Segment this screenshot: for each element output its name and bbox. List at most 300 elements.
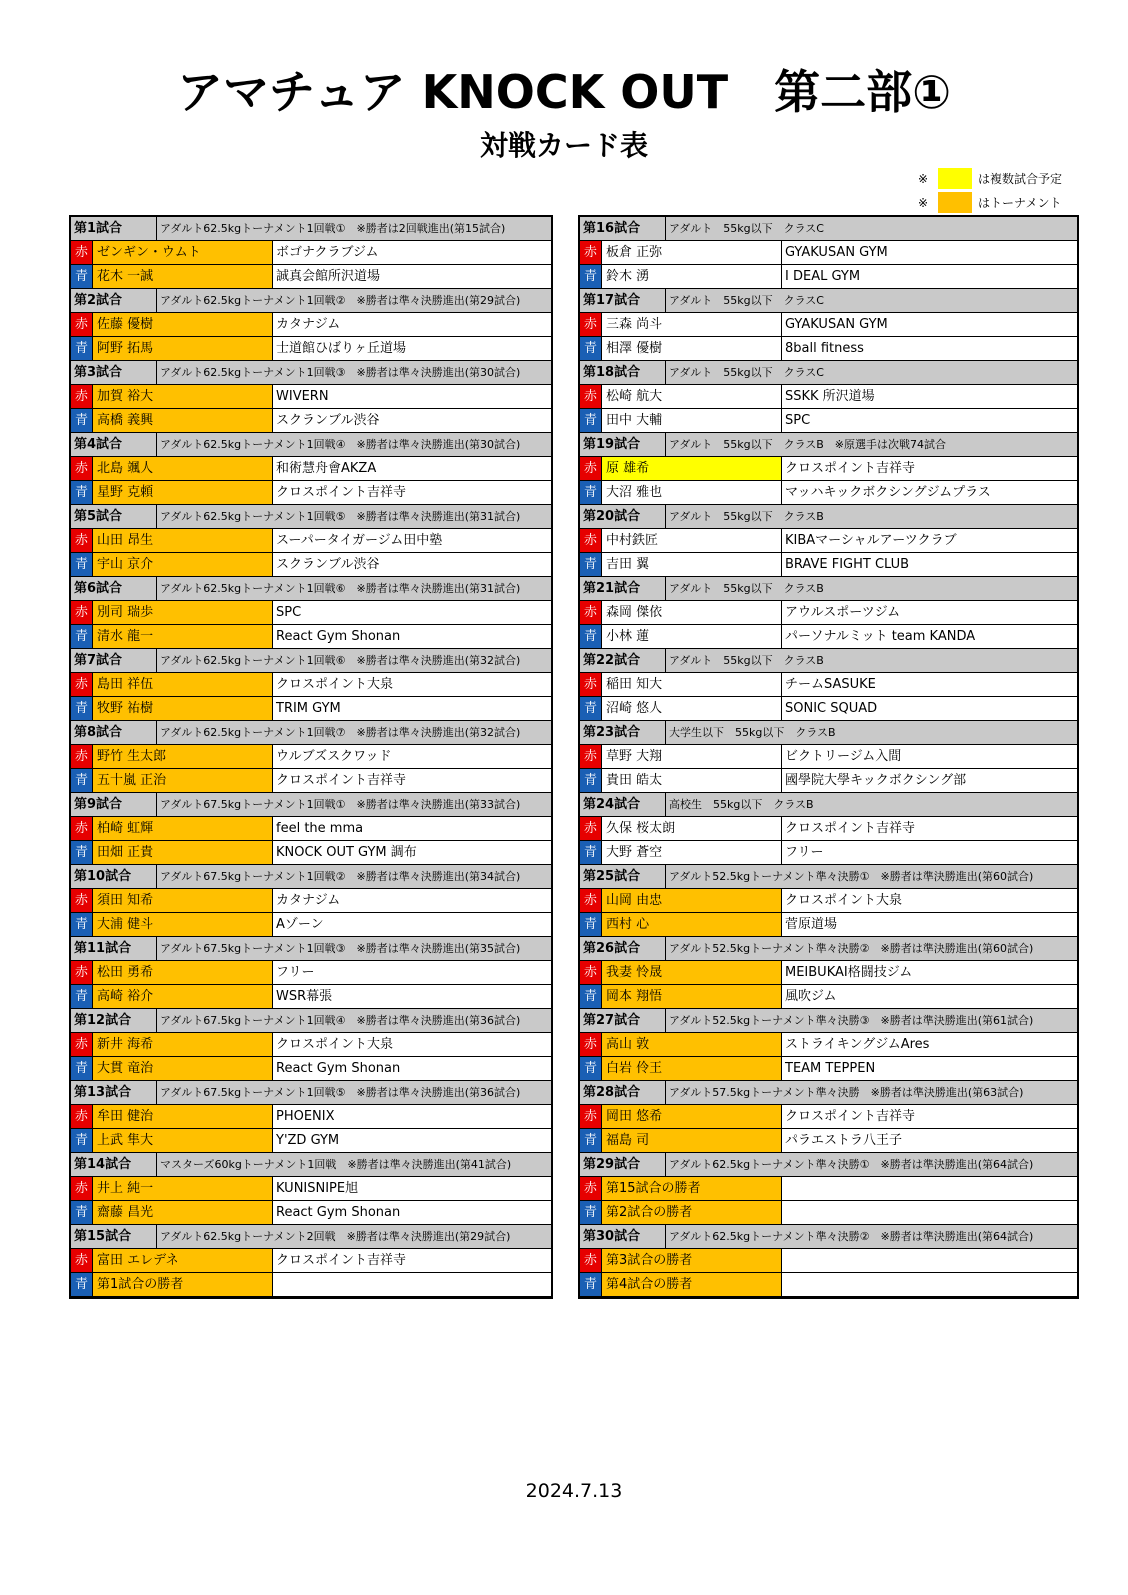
match-header [580,505,1077,529]
fighter-row-red [580,745,1077,769]
fighter-name: 松田 勇希 [93,961,273,984]
match-header [71,865,551,889]
corner-blue: 青 [580,265,602,288]
match-block [580,1225,1077,1297]
match-header [71,505,551,529]
fighter-gym: カタナジム [276,317,341,332]
event-date: 2024.7.13 [525,1480,623,1502]
match-number: 第5試合 [71,505,157,528]
fighter-row-red [580,889,1077,913]
fighter-gym: アウルスポーツジム [785,605,901,620]
legend-mark: ※ [918,171,929,186]
fighter-row-blue [580,481,1077,505]
match-number: 第7試合 [71,649,157,672]
match-category: アダルト67.5kgトーナメント1回戦② ※勝者は準々決勝進出(第34試合) [160,870,521,883]
legend-text: はトーナメント [978,196,1062,210]
match-category: アダルト 55kg以下 クラスB [669,582,824,595]
match-block [71,793,551,865]
fighter-gym: スーパータイガージム田中塾 [276,533,443,548]
match-number: 第16試合 [580,217,666,240]
fighter-name: 井上 純一 [93,1177,273,1200]
fighter-row-red [580,961,1077,985]
fighter-row-red [580,601,1077,625]
match-block [71,289,551,361]
match-header [71,1225,551,1249]
match-header [580,1153,1077,1177]
match-header [580,649,1077,673]
fighter-row-red [71,1249,551,1273]
match-header [71,217,551,241]
fighter-name: 森岡 傑依 [602,601,782,624]
fighter-name: 松崎 航大 [602,385,782,408]
fighter-row-red [71,529,551,553]
match-header [71,793,551,817]
corner-blue: 青 [71,265,93,288]
fighter-row-blue [580,337,1077,361]
page-title: アマチュア KNOCK OUT 第二部① [176,65,952,119]
corner-blue: 青 [580,913,602,936]
match-header [580,433,1077,457]
fighter-gym: 誠真会館所沢道場 [276,269,381,284]
corner-red: 赤 [580,457,602,480]
match-block [580,937,1077,1009]
fighter-gym: クロスポイント吉祥寺 [276,773,407,788]
match-number: 第12試合 [71,1009,157,1032]
fighter-row-blue [580,769,1077,793]
fighter-name: 星野 克頼 [93,481,273,504]
corner-blue: 青 [580,769,602,792]
match-number: 第17試合 [580,289,666,312]
match-category: アダルト62.5kgトーナメント1回戦② ※勝者は準々決勝進出(第29試合) [160,294,521,307]
fighter-gym: 士道館ひばりヶ丘道場 [276,341,407,356]
match-header [580,937,1077,961]
corner-red: 赤 [580,673,602,696]
fighter-row-red [71,889,551,913]
fighter-name: 小林 蓮 [602,625,782,648]
match-header [71,937,551,961]
match-header [580,1009,1077,1033]
legend-swatch-orange [938,192,972,213]
corner-blue: 青 [580,1057,602,1080]
fighter-row-red [71,385,551,409]
fighter-name: 第1試合の勝者 [93,1273,273,1296]
match-category: アダルト62.5kgトーナメント1回戦⑦ ※勝者は準々決勝進出(第32試合) [160,726,521,739]
fighter-name: 大浦 健斗 [93,913,273,936]
fighter-gym: クロスポイント吉祥寺 [785,1109,916,1124]
fighter-gym: クロスポイント吉祥寺 [785,821,916,836]
match-header [71,1081,551,1105]
corner-red: 赤 [580,817,602,840]
corner-blue: 青 [71,841,93,864]
fighter-gym: Aゾーン [276,917,324,932]
fighter-gym: 8ball fitness [785,341,864,356]
fighter-gym [782,1177,1077,1200]
fighter-name: 野竹 生太郎 [93,745,273,768]
fighter-gym: ビクトリージム入間 [785,749,902,764]
fighter-name: 牧野 祐樹 [93,697,273,720]
corner-blue: 青 [71,553,93,576]
fighter-row-blue [71,769,551,793]
corner-red: 赤 [580,601,602,624]
match-block [71,1081,551,1153]
corner-red: 赤 [71,889,93,912]
match-block [71,361,551,433]
corner-blue: 青 [580,985,602,1008]
match-header [580,217,1077,241]
fighter-name: 三森 尚斗 [602,313,782,336]
corner-blue: 青 [580,409,602,432]
fighter-name: 別司 瑞歩 [93,601,273,624]
fighter-gym: GYAKUSAN GYM [785,317,888,332]
fighter-gym [273,1273,551,1296]
fighter-gym: カタナジム [276,893,341,908]
fighter-row-red [71,1105,551,1129]
corner-red: 赤 [580,385,602,408]
fighter-row-blue [71,1273,551,1297]
match-header [71,1009,551,1033]
corner-red: 赤 [71,1105,93,1128]
match-number: 第2試合 [71,289,157,312]
fighter-gym: SPC [276,605,302,620]
fighter-gym: フリー [276,965,315,980]
match-category: マスターズ60kgトーナメント1回戦 ※勝者は準々決勝進出(第41試合) [160,1158,512,1171]
corner-blue: 青 [71,1129,93,1152]
match-category: アダルト67.5kgトーナメント1回戦④ ※勝者は準々決勝進出(第36試合) [160,1014,521,1027]
fighter-gym: KIBAマーシャルアーツクラブ [785,533,957,548]
fighter-gym: React Gym Shonan [276,1205,401,1220]
match-category: アダルト67.5kgトーナメント1回戦⑤ ※勝者は準々決勝進出(第36試合) [160,1086,521,1099]
match-category: アダルト62.5kgトーナメント1回戦⑤ ※勝者は準々決勝進出(第31試合) [160,510,521,523]
fighter-name: 齋藤 昌光 [93,1201,273,1224]
fighter-gym: WSR幕張 [276,989,333,1004]
fighter-row-red [580,673,1077,697]
fighter-row-red [580,529,1077,553]
match-category: 大学生以下 55kg以下 クラスB [669,726,836,739]
fighter-row-blue [580,913,1077,937]
corner-blue: 青 [71,985,93,1008]
fighter-row-red [71,745,551,769]
fighter-gym: 和術慧舟會AKZA [276,461,377,476]
fighter-gym: TRIM GYM [276,701,341,716]
match-number: 第20試合 [580,505,666,528]
match-number: 第19試合 [580,433,666,456]
match-number: 第15試合 [71,1225,157,1248]
corner-red: 赤 [580,1249,602,1272]
match-header [71,1153,551,1177]
match-block [71,721,551,793]
corner-red: 赤 [580,313,602,336]
fighter-row-red [71,1033,551,1057]
corner-red: 赤 [71,241,93,264]
match-header [71,361,551,385]
fighter-name: 第2試合の勝者 [602,1201,782,1224]
corner-blue: 青 [71,409,93,432]
fighter-name: 阿野 拓馬 [93,337,273,360]
fighter-row-red [580,457,1077,481]
match-number: 第10試合 [71,865,157,888]
fighter-name: 相澤 優樹 [602,337,782,360]
fighter-gym: クロスポイント大泉 [785,893,903,908]
match-header [580,577,1077,601]
match-category: アダルト 55kg以下 クラスB ※原選手は次戦74試合 [669,438,947,451]
fighter-name: ゼンギン・ウムト [93,241,273,264]
fighter-name: 稲田 知大 [602,673,782,696]
match-header [71,721,551,745]
fighter-gym: パラエストラ八王子 [785,1133,903,1148]
match-category: アダルト 55kg以下 クラスB [669,654,824,667]
fighter-row-blue [71,481,551,505]
fighter-name: 北島 颯人 [93,457,273,480]
fighter-row-blue [580,265,1077,289]
fighter-name: 五十嵐 正治 [93,769,273,792]
fighter-gym: 菅原道場 [785,917,838,932]
fighter-name: 第3試合の勝者 [602,1249,782,1272]
fighter-name: 第15試合の勝者 [602,1177,782,1200]
match-header [580,361,1077,385]
match-block [71,505,551,577]
fighter-row-red [580,313,1077,337]
match-category: アダルト62.5kgトーナメント準々決勝② ※勝者は準決勝進出(第64試合) [669,1230,1034,1243]
fighter-gym [782,1201,1077,1224]
fighter-row-blue [71,1129,551,1153]
fighter-row-blue [580,697,1077,721]
match-block [71,1153,551,1225]
fighter-name: 岡本 翔悟 [602,985,782,1008]
match-header [580,289,1077,313]
match-block [580,1009,1077,1081]
fighter-gym: WIVERN [276,389,329,404]
match-block [580,721,1077,793]
fighter-name: 原 雄希 [602,457,782,480]
corner-blue: 青 [71,913,93,936]
fighter-gym: クロスポイント大泉 [276,1037,394,1052]
fighter-row-red [580,1249,1077,1273]
corner-red: 赤 [71,313,93,336]
fighter-name: 福島 司 [602,1129,782,1152]
fighter-row-blue [580,1057,1077,1081]
fighter-row-blue [580,985,1077,1009]
match-header [71,649,551,673]
match-header [580,793,1077,817]
fighter-row-red [580,385,1077,409]
match-category: アダルト62.5kgトーナメント2回戦 ※勝者は準々決勝進出(第29試合) [160,1230,511,1243]
fighter-gym [782,1249,1077,1272]
fighter-gym: Y'ZD GYM [276,1133,340,1148]
fighter-name: 大貫 竜治 [93,1057,273,1080]
match-category: アダルト52.5kgトーナメント準々決勝③ ※勝者は準決勝進出(第61試合) [669,1014,1034,1027]
fighter-name: 大野 蒼空 [602,841,782,864]
corner-red: 赤 [71,673,93,696]
corner-red: 赤 [71,529,93,552]
fighter-row-red [71,961,551,985]
fighter-row-red [71,1177,551,1201]
match-number: 第28試合 [580,1081,666,1104]
corner-blue: 青 [580,1201,602,1224]
match-number: 第26試合 [580,937,666,960]
legend-multiple-matches [918,168,1062,189]
legend-swatch-yellow [938,168,972,189]
fighter-row-blue [71,841,551,865]
match-block [580,289,1077,361]
match-category: アダルト62.5kgトーナメント1回戦④ ※勝者は準々決勝進出(第30試合) [160,438,521,451]
fighter-gym: BRAVE FIGHT CLUB [785,557,910,572]
fighter-row-red [580,241,1077,265]
fighter-row-blue [71,553,551,577]
fighter-row-red [580,1033,1077,1057]
match-block [580,793,1077,865]
fighter-gym: feel the mma [276,821,364,836]
match-category: 高校生 55kg以下 クラスB [669,798,814,811]
match-block [580,217,1077,289]
match-block [71,649,551,721]
fighter-row-blue [580,1201,1077,1225]
match-number: 第14試合 [71,1153,157,1176]
corner-red: 赤 [71,961,93,984]
match-block [71,1225,551,1297]
fighter-row-blue [580,553,1077,577]
match-number: 第24試合 [580,793,666,816]
fighter-gym: クロスポイント吉祥寺 [785,461,916,476]
match-block [580,1081,1077,1153]
corner-blue: 青 [71,625,93,648]
fighter-name: 高橋 義興 [93,409,273,432]
match-block [71,217,551,289]
fighter-row-blue [71,913,551,937]
fighter-name: 草野 大翔 [602,745,782,768]
fighter-gym: SPC [785,413,811,428]
fighter-name: 大沼 雅也 [602,481,782,504]
match-category: アダルト67.5kgトーナメント1回戦③ ※勝者は準々決勝進出(第35試合) [160,942,521,955]
match-number: 第18試合 [580,361,666,384]
fighter-gym: I DEAL GYM [785,269,861,284]
fighter-row-blue [580,625,1077,649]
match-block [71,433,551,505]
corner-red: 赤 [71,745,93,768]
fighter-name: 宇山 京介 [93,553,273,576]
fighter-name: 柏崎 虹輝 [93,817,273,840]
match-number: 第21試合 [580,577,666,600]
legend-tournament [918,192,1062,213]
fighter-row-blue [71,985,551,1009]
match-block [580,1153,1077,1225]
fighter-row-blue [71,625,551,649]
match-header [71,577,551,601]
fighter-gym: ボゴナクラブジム [276,245,379,260]
fighter-gym: React Gym Shonan [276,629,401,644]
match-header [580,1225,1077,1249]
fighter-gym: TEAM TEPPEN [785,1061,876,1076]
fighter-row-red [71,241,551,265]
fighter-name: 高山 敦 [602,1033,782,1056]
legend-mark: ※ [918,195,929,210]
match-block [580,577,1077,649]
fighter-row-red [580,817,1077,841]
match-category: アダルト62.5kgトーナメント1回戦① ※勝者は2回戦進出(第15試合) [160,222,506,235]
match-category: アダルト62.5kgトーナメント1回戦③ ※勝者は準々決勝進出(第30試合) [160,366,521,379]
fighter-name: 島田 祥伍 [93,673,273,696]
corner-red: 赤 [71,1033,93,1056]
corner-blue: 青 [580,337,602,360]
fighter-row-blue [71,1201,551,1225]
corner-blue: 青 [71,1273,93,1296]
fighter-gym: クロスポイント大泉 [276,677,394,692]
fighter-row-red [71,673,551,697]
match-block [580,361,1077,433]
fighter-gym: PHOENIX [276,1109,335,1124]
fighter-gym: フリー [785,845,824,860]
corner-blue: 青 [580,625,602,648]
fighter-name: 貴田 皓太 [602,769,782,792]
fighter-row-red [71,601,551,625]
fighter-gym: 風吹ジム [785,989,837,1004]
match-table-right [578,215,1079,1299]
match-header [580,721,1077,745]
corner-blue: 青 [71,697,93,720]
fighter-gym: SSKK 所沢道場 [785,389,875,404]
corner-blue: 青 [580,481,602,504]
fighter-gym: スクランブル渋谷 [276,413,380,428]
corner-red: 赤 [71,1177,93,1200]
corner-blue: 青 [71,1057,93,1080]
fighter-row-blue [71,337,551,361]
fighter-gym [782,1273,1077,1296]
fighter-name: 西村 心 [602,913,782,936]
fighter-name: 板倉 正弥 [602,241,782,264]
corner-blue: 青 [580,1129,602,1152]
match-category: アダルト52.5kgトーナメント準々決勝② ※勝者は準決勝進出(第60試合) [669,942,1034,955]
fighter-name: 山田 昂生 [93,529,273,552]
fighter-name: 吉田 翼 [602,553,782,576]
fighter-row-blue [71,697,551,721]
fighter-name: 第4試合の勝者 [602,1273,782,1296]
fighter-row-red [71,313,551,337]
fighter-row-blue [580,841,1077,865]
corner-red: 赤 [71,385,93,408]
match-block [71,577,551,649]
fighter-row-blue [580,409,1077,433]
corner-blue: 青 [71,1201,93,1224]
fighter-name: 花木 一誠 [93,265,273,288]
match-category: アダルト 55kg以下 クラスB [669,510,824,523]
corner-red: 赤 [580,1177,602,1200]
corner-red: 赤 [580,745,602,768]
legend-text: は複数試合予定 [978,172,1063,186]
fighter-row-red [580,1105,1077,1129]
fighter-name: 山岡 由忠 [602,889,782,912]
fighter-gym: KNOCK OUT GYM 調布 [276,845,417,860]
corner-red: 赤 [580,1033,602,1056]
fighter-gym: ストライキングジムAres [785,1037,930,1052]
fighter-name: 田畑 正貴 [93,841,273,864]
fighter-gym: チームSASUKE [785,677,876,692]
fighter-name: 沼崎 悠人 [602,697,782,720]
match-header [580,865,1077,889]
corner-blue: 青 [580,697,602,720]
fighter-gym: 國學院大學キックボクシング部 [785,773,967,788]
match-header [580,1081,1077,1105]
match-number: 第27試合 [580,1009,666,1032]
corner-red: 赤 [580,1105,602,1128]
fighter-name: 白岩 伶王 [602,1057,782,1080]
fighter-row-red [71,817,551,841]
corner-blue: 青 [580,1273,602,1296]
fighter-name: 富田 エレデネ [93,1249,273,1272]
match-category: アダルト62.5kgトーナメント準々決勝① ※勝者は準決勝進出(第64試合) [669,1158,1034,1171]
corner-red: 赤 [580,889,602,912]
page-subtitle: 対戦カード表 [479,129,648,162]
fighter-row-red [580,1177,1077,1201]
fighter-row-blue [580,1129,1077,1153]
